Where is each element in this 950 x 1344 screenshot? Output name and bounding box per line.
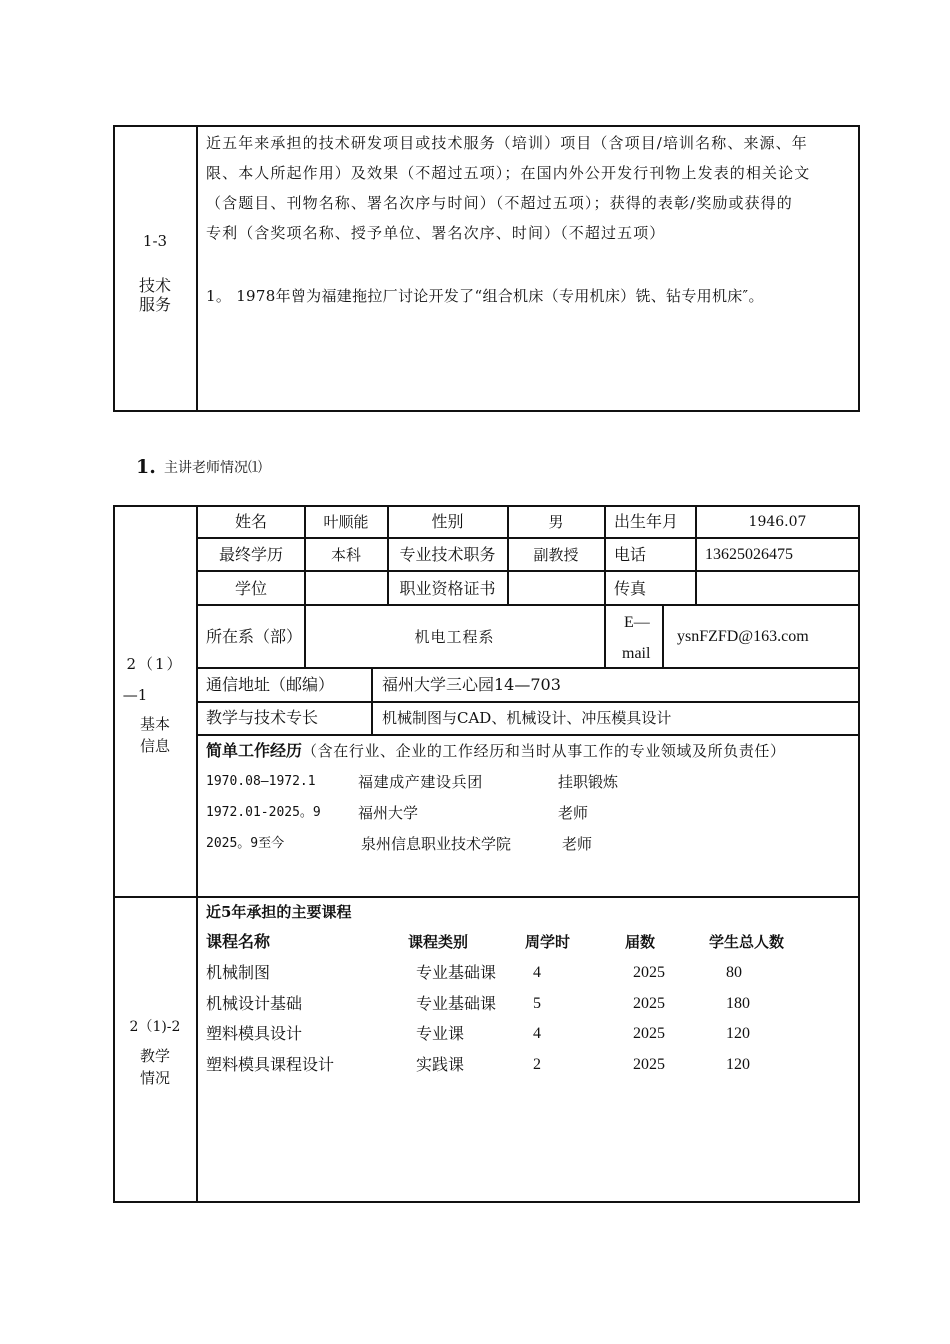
- experience-period-3: 2025。9至今: [206, 836, 285, 851]
- teaching-code: 2（1)-2: [129, 1019, 181, 1035]
- experience-role-1: 挂职锻炼: [558, 773, 619, 791]
- tech-service-title-line1: 技术: [138, 276, 171, 295]
- col-line-d: [604, 506, 606, 667]
- email-value: ysnFZFD@163.com: [677, 628, 809, 645]
- degree-label: 学位: [234, 579, 267, 598]
- tech-service-code: 1-3: [142, 232, 168, 250]
- section-divider: [114, 896, 859, 898]
- course-1-hours: 4: [533, 964, 541, 981]
- basic-info-title-line2: 信息: [139, 737, 170, 755]
- course-4-students: 120: [726, 1056, 750, 1073]
- professional-title-value: 副教授: [533, 546, 579, 564]
- course-4-sessions: 2025: [633, 1056, 665, 1073]
- col-course-type: 课程类别: [408, 933, 469, 951]
- experience-note: （含在行业、企业的工作经历和当时从事工作的专业领域及所负责任）: [302, 742, 786, 760]
- email-label-line2: mail: [622, 645, 651, 662]
- tech-service-title-line2: 服务: [138, 295, 171, 314]
- left-column-divider: [196, 506, 198, 1202]
- row-line-4: [197, 667, 859, 669]
- col-sessions: 届数: [625, 933, 656, 951]
- col-course-name: 课程名称: [206, 932, 271, 951]
- department-value: 机电工程系: [414, 628, 495, 646]
- name-value: 叶顺能: [323, 513, 369, 531]
- education-label: 最终学历: [218, 545, 283, 564]
- experience-org-1: 福建成产建设兵团: [358, 773, 483, 791]
- department-label: 所在系（部）: [206, 627, 303, 646]
- professional-title-label: 专业技术职务: [399, 545, 496, 564]
- experience-role-3: 老师: [562, 835, 593, 853]
- phone-value: 13625026475: [705, 546, 793, 563]
- row-line-1: [197, 537, 859, 539]
- gender-label: 性别: [431, 512, 464, 531]
- gender-value: 男: [548, 513, 564, 531]
- row-line-3: [197, 604, 859, 606]
- section-heading: 主讲老师情况⑴: [164, 460, 262, 476]
- address-value: 福州大学三心园14—703: [382, 675, 561, 694]
- row-line-5: [197, 701, 859, 703]
- basic-info-title-line1: 基本: [139, 715, 170, 733]
- course-2-sessions: 2025: [633, 995, 665, 1012]
- basic-info-code-line1: 2（1）: [126, 655, 184, 673]
- col-line-g: [662, 604, 664, 667]
- row-line-2: [197, 570, 859, 572]
- basic-info-code-line2: —1: [122, 686, 148, 704]
- birth-value: 1946.07: [748, 514, 807, 530]
- course-4-hours: 2: [533, 1056, 541, 1073]
- course-3-hours: 4: [533, 1025, 541, 1042]
- course-3-name: 塑料模具设计: [206, 1024, 303, 1043]
- name-label: 姓名: [234, 512, 267, 531]
- fax-label: 传真: [614, 579, 647, 598]
- row-line-6: [197, 734, 859, 736]
- courses-heading: 近5年承担的主要课程: [206, 903, 352, 921]
- tech-service-item-1: 1。 1978年曾为福建拖拉厂讨论开发了“组合机床（专用机床）铣、钻专用机床″。: [206, 287, 764, 305]
- tech-service-desc-line3: （含题目、刊物名称、署名次序与时间）（不超过五项）；获得的表彰/奖励或获得的: [206, 194, 793, 212]
- email-label-line1: E—: [624, 614, 650, 631]
- certificate-label: 职业资格证书: [399, 579, 496, 598]
- teaching-title-line1: 教学: [139, 1047, 170, 1065]
- course-1-name: 机械制图: [206, 963, 271, 982]
- teacher-info-table: [113, 505, 860, 1203]
- experience-org-3: 泉州信息职业技术学院: [361, 835, 512, 853]
- experience-title: 简单工作经历: [206, 741, 303, 760]
- col-line-h: [371, 667, 373, 734]
- course-1-students: 80: [726, 964, 742, 981]
- course-1-type: 专业基础课: [416, 963, 497, 982]
- col-weekly-hours: 周学时: [525, 933, 571, 951]
- course-4-type: 实践课: [416, 1055, 465, 1074]
- expertise-label: 教学与技术专长: [206, 708, 319, 727]
- tech-service-desc-line1: 近五年来承担的技术研发项目或技术服务（培训）项目（含项目/培训名称、来源、年: [206, 134, 808, 152]
- address-label: 通信地址（邮编）: [206, 675, 335, 694]
- course-3-students: 120: [726, 1025, 750, 1042]
- course-2-hours: 5: [533, 995, 541, 1012]
- course-4-name: 塑料模具课程设计: [206, 1055, 335, 1074]
- course-3-type: 专业课: [416, 1024, 465, 1043]
- experience-heading: [206, 741, 786, 761]
- course-2-students: 180: [726, 995, 750, 1012]
- course-2-name: 机械设计基础: [206, 994, 303, 1013]
- experience-role-2: 老师: [558, 804, 589, 822]
- tech-service-desc-line2: 限、本人所起作用）及效果（不超过五项）；在国内外公开发行刊物上发表的相关论文: [206, 164, 811, 182]
- teaching-title-line2: 情况: [139, 1069, 170, 1087]
- course-1-sessions: 2025: [633, 964, 665, 981]
- experience-period-1: 1970.08—1972.1: [206, 774, 316, 789]
- expertise-value: 机械制图与CAD、机械设计、冲压模具设计: [382, 709, 672, 727]
- experience-org-2: 福州大学: [358, 804, 419, 822]
- education-value: 本科: [330, 546, 361, 564]
- tech-service-divider: [196, 126, 198, 411]
- course-2-type: 专业基础课: [416, 994, 497, 1013]
- course-3-sessions: 2025: [633, 1025, 665, 1042]
- birth-label: 出生年月: [614, 512, 679, 531]
- experience-period-2: 1972.01-2025。9: [206, 805, 321, 820]
- col-total-students: 学生总人数: [709, 933, 785, 951]
- phone-label: 电话: [614, 545, 647, 564]
- tech-service-desc-line4: 专利（含奖项名称、授予单位、署名次序、时间）（不超过五项）: [206, 224, 666, 242]
- section-number: 1.: [136, 456, 156, 478]
